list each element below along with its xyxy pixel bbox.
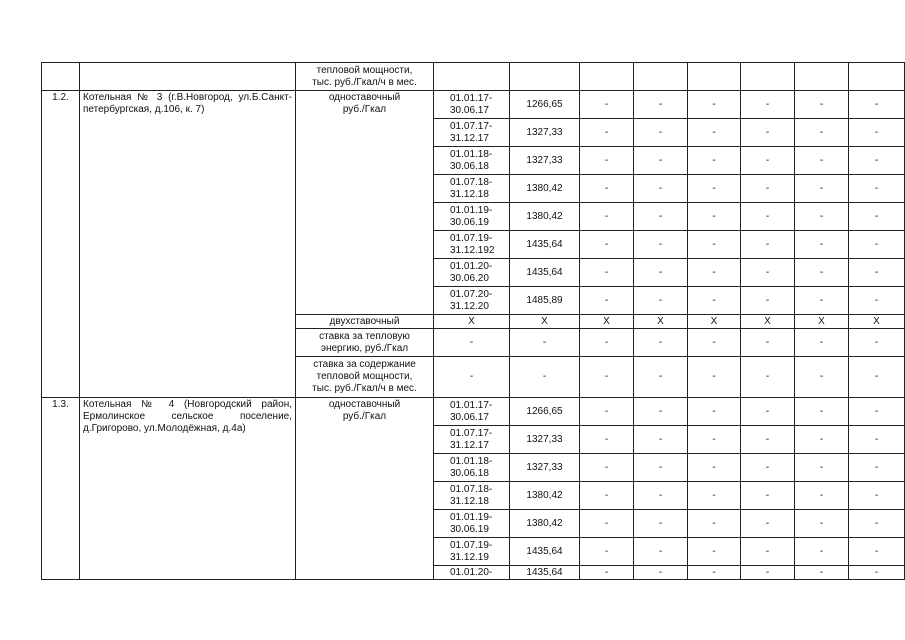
mark-cell: Х: [434, 315, 510, 329]
empty-cell: [510, 63, 580, 91]
dash-cell: -: [741, 538, 795, 566]
tariff-value: 1380,42: [510, 510, 580, 538]
dash-cell: -: [580, 231, 634, 259]
dash-cell: -: [741, 329, 795, 357]
mark-cell: Х: [849, 315, 905, 329]
dash-cell: -: [688, 231, 741, 259]
dash-cell: -: [688, 91, 741, 119]
dash-cell: -: [849, 538, 905, 566]
dash-cell: -: [688, 510, 741, 538]
dash-cell: -: [741, 426, 795, 454]
tariff-value: 1380,42: [510, 482, 580, 510]
dash-cell: -: [688, 147, 741, 175]
dash-cell: -: [688, 426, 741, 454]
dash-cell: -: [741, 566, 795, 580]
dash-cell: -: [634, 329, 688, 357]
dash-cell: -: [795, 119, 849, 147]
dash-cell: -: [795, 147, 849, 175]
dash-cell: -: [849, 91, 905, 119]
tariff-value: 1435,64: [510, 566, 580, 580]
dash-cell: -: [580, 147, 634, 175]
dash-cell: -: [795, 510, 849, 538]
empty-cell: [634, 63, 688, 91]
dash-cell: -: [580, 203, 634, 231]
rate-type: двухставочный: [296, 315, 434, 329]
dash-cell: -: [688, 398, 741, 426]
dash-cell: -: [634, 482, 688, 510]
dash-cell: -: [510, 329, 580, 357]
period-cell: 01.01.20-: [434, 566, 510, 580]
dash-cell: -: [795, 259, 849, 287]
dash-cell: -: [741, 454, 795, 482]
dash-cell: -: [849, 329, 905, 357]
dash-cell: -: [688, 203, 741, 231]
period-cell: 01.01.18- 30.06.18: [434, 454, 510, 482]
dash-cell: -: [795, 398, 849, 426]
mark-cell: Х: [688, 315, 741, 329]
boiler-name: Котельная № 3 (г.В.Новгород, ул.Б.Санкт-петербургская, д.106, к. 7): [80, 91, 296, 398]
dash-cell: -: [741, 231, 795, 259]
dash-cell: -: [688, 119, 741, 147]
dash-cell: -: [580, 119, 634, 147]
period-cell: 01.07.20- 31.12.20: [434, 287, 510, 315]
dash-cell: -: [795, 357, 849, 398]
dash-cell: -: [634, 566, 688, 580]
mark-cell: Х: [795, 315, 849, 329]
dash-cell: -: [688, 259, 741, 287]
dash-cell: -: [795, 175, 849, 203]
boiler-name: Котельная № 4 (Новгородский район, Ермолинское сельское поселение, д.Григорово, ул.Молодёжная, д.4а): [80, 398, 296, 580]
tariff-value: 1327,33: [510, 426, 580, 454]
tariff-value: 1266,65: [510, 91, 580, 119]
rate-type: одноставочный руб./Гкал: [296, 398, 434, 580]
empty-cell: [688, 63, 741, 91]
section-number: 1.2.: [42, 91, 80, 398]
num-cell: [42, 63, 80, 91]
mark-cell: Х: [634, 315, 688, 329]
empty-cell: [795, 63, 849, 91]
dash-cell: -: [795, 287, 849, 315]
section-number: 1.3.: [42, 398, 80, 580]
period-cell: 01.01.17- 30.06.17: [434, 91, 510, 119]
tariff-value: 1435,64: [510, 259, 580, 287]
dash-cell: -: [580, 91, 634, 119]
dash-cell: -: [580, 454, 634, 482]
mark-cell: Х: [510, 315, 580, 329]
period-cell: 01.07.18- 31.12.18: [434, 482, 510, 510]
dash-cell: -: [849, 482, 905, 510]
dash-cell: -: [741, 357, 795, 398]
dash-cell: -: [795, 231, 849, 259]
tariff-table: [41, 62, 905, 580]
dash-cell: -: [849, 203, 905, 231]
dash-cell: -: [510, 357, 580, 398]
dash-cell: -: [634, 259, 688, 287]
dash-cell: -: [580, 426, 634, 454]
mark-cell: Х: [741, 315, 795, 329]
dash-cell: -: [741, 398, 795, 426]
dash-cell: -: [741, 91, 795, 119]
dash-cell: -: [634, 91, 688, 119]
dash-cell: -: [849, 147, 905, 175]
dash-cell: -: [580, 259, 634, 287]
dash-cell: -: [849, 287, 905, 315]
dash-cell: -: [741, 119, 795, 147]
period-cell: 01.07.17- 31.12.17: [434, 426, 510, 454]
dash-cell: -: [849, 119, 905, 147]
empty-cell: [849, 63, 905, 91]
dash-cell: -: [688, 357, 741, 398]
tariff-value: 1380,42: [510, 203, 580, 231]
dash-cell: -: [580, 510, 634, 538]
mark-cell: Х: [580, 315, 634, 329]
tariff-value: 1485,89: [510, 287, 580, 315]
dash-cell: -: [580, 398, 634, 426]
rate-type: одноставочный руб./Гкал: [296, 91, 434, 315]
dash-cell: -: [634, 454, 688, 482]
dash-cell: -: [580, 329, 634, 357]
dash-cell: -: [634, 538, 688, 566]
dash-cell: -: [580, 357, 634, 398]
dash-cell: -: [795, 538, 849, 566]
dash-cell: -: [634, 426, 688, 454]
dash-cell: -: [795, 203, 849, 231]
period-cell: 01.01.19- 30.06.19: [434, 510, 510, 538]
dash-cell: -: [741, 287, 795, 315]
dash-cell: -: [634, 398, 688, 426]
period-cell: 01.07.18- 31.12.18: [434, 175, 510, 203]
dash-cell: -: [580, 538, 634, 566]
table-row: [42, 91, 905, 119]
dash-cell: -: [849, 357, 905, 398]
dash-cell: -: [688, 287, 741, 315]
dash-cell: -: [688, 538, 741, 566]
empty-cell: [741, 63, 795, 91]
dash-cell: -: [688, 482, 741, 510]
dash-cell: -: [634, 231, 688, 259]
period-cell: 01.07.19- 31.12.192: [434, 231, 510, 259]
dash-cell: -: [580, 175, 634, 203]
dash-cell: -: [795, 426, 849, 454]
empty-cell: [434, 63, 510, 91]
dash-cell: -: [434, 357, 510, 398]
tariff-value: 1327,33: [510, 454, 580, 482]
dash-cell: -: [741, 175, 795, 203]
dash-cell: -: [580, 482, 634, 510]
tariff-value: 1380,42: [510, 175, 580, 203]
tariff-value: 1327,33: [510, 119, 580, 147]
dash-cell: -: [634, 119, 688, 147]
dash-cell: -: [634, 175, 688, 203]
table-row: [42, 63, 905, 91]
period-cell: 01.01.20- 30.06.20: [434, 259, 510, 287]
dash-cell: -: [634, 203, 688, 231]
dash-cell: -: [580, 566, 634, 580]
dash-cell: -: [849, 175, 905, 203]
period-cell: 01.01.19- 30.06.19: [434, 203, 510, 231]
dash-cell: -: [688, 329, 741, 357]
dash-cell: -: [741, 147, 795, 175]
dash-cell: -: [795, 91, 849, 119]
dash-cell: -: [741, 482, 795, 510]
dash-cell: -: [741, 203, 795, 231]
rate-type: ставка за тепловую энергию, руб./Гкал: [296, 329, 434, 357]
dash-cell: -: [795, 566, 849, 580]
tariff-value: 1435,64: [510, 538, 580, 566]
tariff-value: 1266,65: [510, 398, 580, 426]
dash-cell: -: [634, 510, 688, 538]
period-cell: 01.01.18- 30.06.18: [434, 147, 510, 175]
dash-cell: -: [849, 426, 905, 454]
table-row: [42, 398, 905, 426]
dash-cell: -: [634, 287, 688, 315]
dash-cell: -: [688, 566, 741, 580]
tariff-value: 1327,33: [510, 147, 580, 175]
rate-type: ставка за содержание тепловой мощности, тыс. руб./Гкал/ч в мес.: [296, 357, 434, 398]
dash-cell: -: [580, 287, 634, 315]
period-cell: 01.07.19- 31.12.19: [434, 538, 510, 566]
dash-cell: -: [849, 231, 905, 259]
dash-cell: -: [849, 510, 905, 538]
tariff-value: 1435,64: [510, 231, 580, 259]
dash-cell: -: [795, 454, 849, 482]
dash-cell: -: [688, 454, 741, 482]
dash-cell: -: [634, 147, 688, 175]
period-cell: 01.01.17- 30.06.17: [434, 398, 510, 426]
dash-cell: -: [434, 329, 510, 357]
empty-cell: [580, 63, 634, 91]
dash-cell: -: [849, 259, 905, 287]
dash-cell: -: [741, 259, 795, 287]
dash-cell: -: [795, 329, 849, 357]
name-cell: [80, 63, 296, 91]
dash-cell: -: [634, 357, 688, 398]
dash-cell: -: [849, 566, 905, 580]
dash-cell: -: [795, 482, 849, 510]
dash-cell: -: [849, 398, 905, 426]
dash-cell: -: [741, 510, 795, 538]
period-cell: 01.07.17- 31.12.17: [434, 119, 510, 147]
dash-cell: -: [849, 454, 905, 482]
type-cell: тепловой мощности, тыс. руб./Гкал/ч в мес.: [296, 63, 434, 91]
dash-cell: -: [688, 175, 741, 203]
